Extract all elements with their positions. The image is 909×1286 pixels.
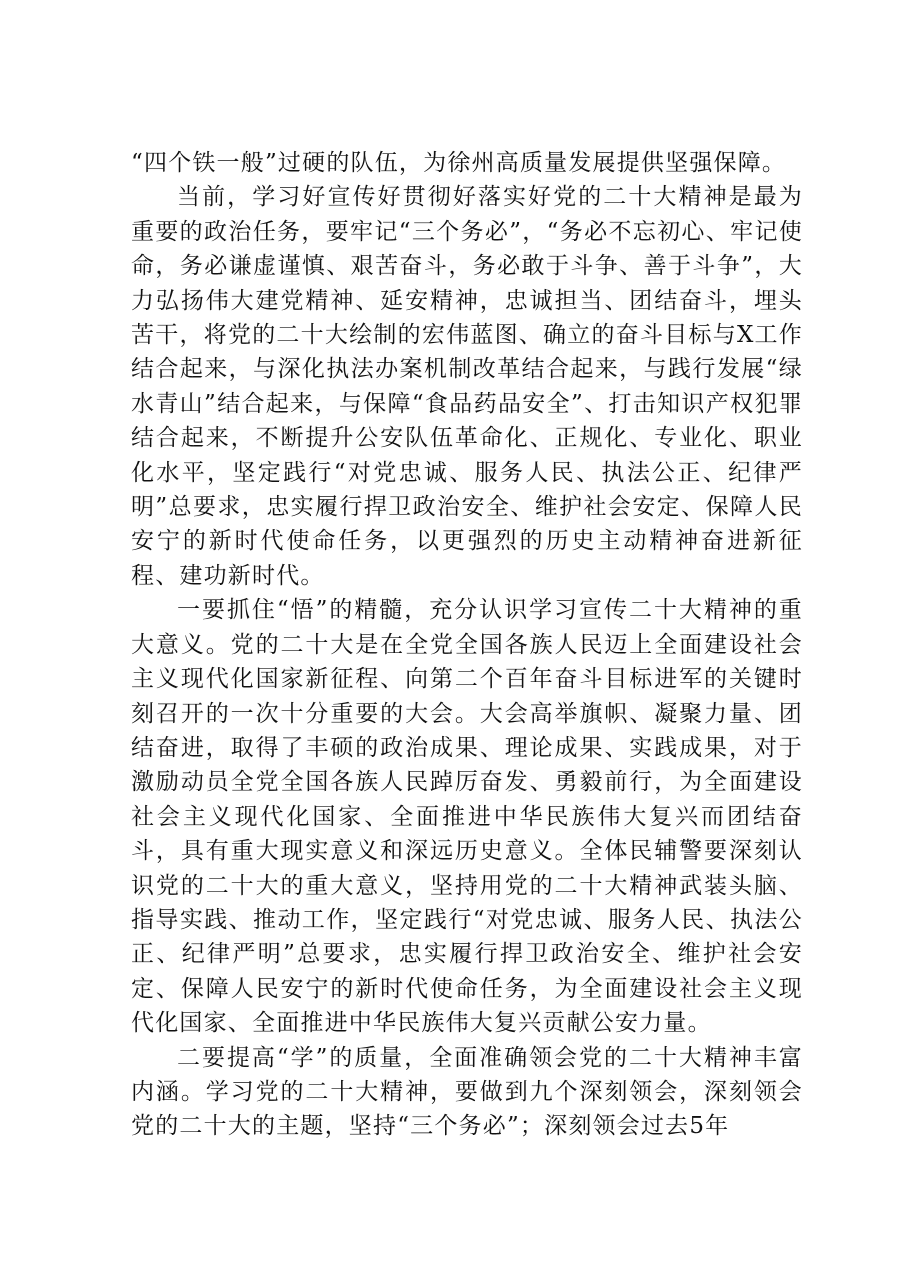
paragraph-point-two: 二要提高“学”的质量，全面准确领会党的二十大精神丰富内涵。学习党的二十大精神，要做到九个深刻领会，深刻领会党的二十大的主题，坚持“三个务必”；深刻领会过去5年	[131, 1044, 803, 1140]
paragraph-continued: “四个铁一般”过硬的队伍，为徐州高质量发展提供坚强保障。	[131, 150, 787, 176]
document-body	[131, 146, 803, 1144]
paragraph-current-task: 当前，学习好宣传好贯彻好落实好党的二十大精神是最为重要的政治任务，要牢记“三个务必”，“务必不忘初心、牢记使命，务必谦虚谨慎、艰苦奋斗，务必敢于斗争、善于斗争”，大力弘扬伟大建党精神、延安精神，忠诚担当、团结奋斗，埋头苦干，将党的二十大绘制的宏伟蓝图、确立的奋斗目标与X工作结合起来，与深化执法办案机制改革结合起来，与践行发展“绿水青山”结合起来，与保障“食品药品安全”、打击知识产权犯罪结合起来，不断提升公安队伍革命化、正规化、专业化、职业化水平，坚定践行“对党忠诚、服务人民、执法公正、纪律严明”总要求，忠实履行捍卫政治安全、维护社会安定、保障人民安宁的新时代使命任务，以更强烈的历史主动精神奋进新征程、建功新时代。	[131, 184, 803, 589]
paragraph-point-one: 一要抓住“悟”的精髓，充分认识学习宣传二十大精神的重大意义。党的二十大是在全党全国各族人民迈上全面建设社会主义现代化国家新征程、向第二个百年奋斗目标进军的关键时刻召开的一次十分重要的大会。大会高举旗帜、凝聚力量、团结奋进，取得了丰硕的政治成果、理论成果、实践成果，对于激励动员全党全国各族人民踔厉奋发、勇毅前行，为全面建设社会主义现代化国家、全面推进中华民族伟大复兴而团结奋斗，具有重大现实意义和深远历史意义。全体民辅警要深刻认识党的二十大的重大意义，坚持用党的二十大精神武装头脑、指导实践、推动工作，坚定践行“对党忠诚、服务人民、执法公正、纪律严明”总要求，忠实履行捍卫政治安全、维护社会安定、保障人民安宁的新时代使命任务，为全面建设社会主义现代化国家、全面推进中华民族伟大复兴贡献公安力量。	[131, 597, 803, 1037]
